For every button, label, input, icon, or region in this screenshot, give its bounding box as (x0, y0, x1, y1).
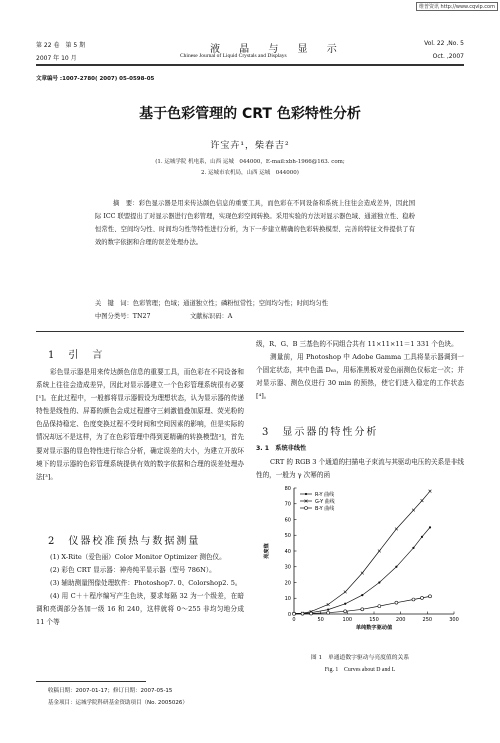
data-point-s1 (378, 581, 380, 583)
x-axis-label: 单纯数字驱动值 (355, 625, 393, 631)
clc-number: 中图分类号：TN27 (95, 313, 151, 320)
series-line-3 (294, 596, 430, 613)
header-rule (36, 64, 464, 66)
list-item: (4) 用 C＋＋程序编写产生色块，要求每隔 32 为一个级差，在暗调和亮调部分各加一级 16 和 240，这样就将 0～255 非均匀地分成 11 个等 (36, 592, 244, 627)
paper-title: 基于色彩管理的 CRT 色彩特性分析 (139, 106, 361, 122)
data-point-s3 (301, 612, 304, 615)
document-code: 文献标识码：A (190, 313, 233, 320)
data-point-s3 (412, 598, 415, 601)
figure-caption-en: Fig. 1 Curves about D and L (324, 667, 396, 673)
figure-1 (256, 482, 464, 642)
date-en: Oct. ,2007 (432, 53, 464, 60)
section-2-title: 2 仪器校准预热与数据测量 (48, 536, 201, 547)
x-tick-label: 300 (449, 617, 459, 623)
keywords: 关 键 词：色彩管理；色域；通道独立性；磷粉恒常性；空间均匀性；时间均匀性 (95, 300, 328, 307)
y-tick-label: 10 (284, 596, 291, 603)
list-item: (2) 彩色 CRT 显示器：神舟纯平显示器（型号 786N）。 (50, 566, 216, 575)
legend-label-1: R-Y 曲线 (315, 491, 335, 498)
y-tick-label: 0 (287, 611, 291, 618)
affiliation-1: (1. 运城学院 机电系，山西 运城 044000，E-mail:xbh-1966@163. com; (155, 159, 345, 165)
legend-marker-1 (305, 493, 307, 495)
legend-label-3: B-Y 曲线 (315, 505, 335, 512)
volume-issue-en: Vol. 22 ,No. 5 (424, 40, 464, 47)
article-number: 文章编号 :1007-2780( 2007) 05-0598-05 (36, 76, 155, 82)
abstract-rule (36, 331, 464, 332)
section-3-title: 3 显示器的特性分析 (262, 427, 379, 438)
fund-project: 基金项目：运城学院科研基金资助项目（No. 2005026） (48, 700, 188, 706)
nonlinearity-text: CRT 的 RGB 3 个通道的扫描电子束流与其驱动电压的关系是非线性的，一般为 γ 次幂的函 (256, 458, 464, 480)
data-point-s3 (344, 610, 347, 613)
authors: 许宝卉¹，柴春吉² (210, 141, 290, 151)
x-tick-label: 200 (395, 617, 406, 623)
affiliation-2: 2. 运城市农机局，山西 运城 044000) (201, 170, 299, 176)
data-point-s3 (327, 611, 330, 614)
watermark: 维普资讯 http://www.cqvip.com (416, 2, 498, 11)
x-tick-label: 50 (317, 617, 324, 623)
received-date: 收稿日期：2007-01-17；修订日期：2007-05-15 (48, 688, 173, 694)
y-tick-label: 70 (284, 501, 291, 508)
data-point-s3 (378, 605, 381, 608)
volume-issue-cn: 第 22 卷 第 5 期 (36, 42, 86, 49)
intro-text: 彩色显示器是用来传达颜色信息的重要工具，而色彩在不同设备和系统上往往会造成差异，因此对显示器建立一个色彩管理系统很有必要[¹]。在此过程中，一般都将显示器假设为理想状态，认为显示器的传递特性是线性的、屏幕的颜色会成过程遵守三刺激值叠加原理、荧光粉的色品保持稳定、色度变换过程不受时间和空间因素的影响，但是实际的情况却远不是这样，为了在色彩管理中得到更精确的转换模型[²]，首先要对显示器的显色特性进行综合分析，确定误差的大小，为建立开放环境下的显示器的色彩管理系统提供有效的数字依据和合理的误差处理办法[³]。 (36, 368, 244, 481)
data-point-s1 (421, 536, 423, 538)
y-tick-label: 60 (284, 517, 291, 524)
y-tick-label: 80 (284, 485, 291, 492)
footnote-rule (36, 681, 146, 682)
section-2-continuation (256, 338, 464, 403)
y-tick-label: 40 (284, 548, 291, 555)
x-tick-label: 150 (369, 617, 379, 623)
journal-title-cn: 液 晶 与 显 示 (210, 44, 345, 55)
x-tick-label: 250 (422, 617, 433, 623)
data-point-s1 (429, 526, 431, 528)
series-line-1 (294, 527, 430, 613)
data-point-s3 (395, 601, 398, 604)
journal-title-en: Chinese Journal of Liquid Crystals and Displays (180, 53, 287, 59)
data-point-s1 (344, 603, 346, 605)
section-1-paragraph (36, 366, 244, 484)
figure-caption-cn: 图 1 单通道数字驱动与亮度值的关系 (310, 655, 410, 661)
section-1-title: 1 引 言 (48, 350, 105, 361)
y-tick-label: 30 (284, 564, 291, 571)
instrument-list (36, 551, 244, 630)
data-point-s1 (395, 566, 397, 568)
continuation-text: 级，R、G、B 三基色的不同组合共有 11×11×11＝1 331 个色块。 (256, 340, 458, 348)
measurement-text: 测量前，用 Photoshop 中 Adobe Gamma 工具将显示器调到一个固定状态，其中色温 D₆₅，用标准黑板对爱色丽测色仪标定一次；并对显示器、测色仪进行 30 min 的预热，使它们进入稳定的工作状态[⁴]。 (256, 353, 464, 401)
y-tick-label: 50 (284, 533, 291, 540)
date-cn: 2007 年 10 月 (36, 55, 77, 62)
data-point-s1 (361, 594, 363, 596)
legend-label-2: G-Y 曲线 (315, 498, 335, 505)
section-3-1-paragraph (256, 456, 464, 482)
luminance-chart (256, 482, 464, 642)
y-axis-label: 亮度值 (264, 543, 270, 559)
data-point-s3 (421, 596, 424, 599)
legend-marker-3 (305, 507, 308, 510)
x-tick-label: 0 (292, 617, 296, 623)
data-point-s1 (412, 547, 414, 549)
data-point-s1 (327, 608, 329, 610)
abstract: 摘 要：彩色显示器是用来传达颜色信息的重要工具，而色彩在不同设备和系统上往往会造成差异，因此国际 ICC 联盟提出了对显示器进行色彩管理，实现色彩空间转换。采用实验的方法对显示器色域、通道独立性、稳粉恒常性、空间均匀性、时间均匀性等特性进行分析，为下一步建立精确的色彩转换模型、完善的特征文件提供了有效的数字依据和合理的误差处理办法。 (95, 200, 415, 246)
section-3-1-title: 3. 1 系统非线性 (256, 445, 307, 452)
list-item: (3) 辅助测量图像处理软件：Photoshop7. 0、Colorshop2. 5。 (50, 579, 242, 588)
data-point-s3 (310, 612, 313, 615)
x-tick-label: 100 (342, 617, 353, 623)
list-item: (1) X-Rite（爱色丽）Color Monitor Optimizer 测色仪。 (50, 553, 226, 561)
data-point-s3 (293, 612, 296, 615)
data-point-s3 (429, 595, 432, 598)
y-tick-label: 20 (284, 580, 291, 587)
data-point-s3 (361, 608, 364, 611)
